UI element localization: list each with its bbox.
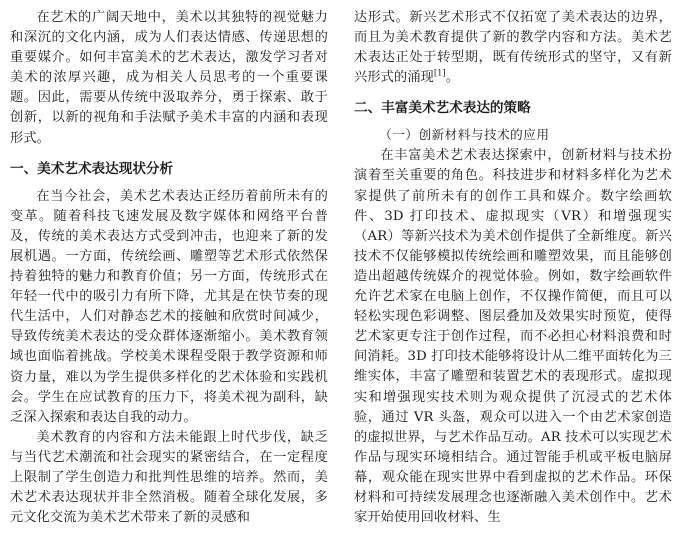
section-heading-2: 二、丰富美术艺术表达的策略 (354, 100, 531, 117)
intro-paragraph: 在艺术的广阔天地中，美术以其独特的视觉魅力和深沉的文化内涵，成为人们表达情感、传递思想的重要媒介。如何丰富美术的艺术表达，激发学习者对美术的浓厚兴趣，成为相关人员思考的一个重要课题。因此，需要从传统中汲取养分，勇于探索、敢于创新，以新的视角和手法赋予美术丰富的内涵和表现形式。 (10, 10, 328, 146)
continued-paragraph (354, 8, 672, 88)
left-column (10, 8, 328, 528)
continued-text: 达形式。新兴艺术形式不仅拓宽了美术表达的边界，而且为美术教育提供了新的教学内容和方法。美术艺术表达正处于转型期，既有传统形式的坚守，又有新兴形式的涌现 (354, 10, 672, 86)
subsection-heading-1: （一）创新材料与技术的应用 (379, 127, 550, 143)
citation-ref: [1] (434, 68, 446, 78)
body-paragraph-1: 在当今社会，美术艺术表达正经历着前所未有的变革。随着科技飞速发展及数字媒体和网络平台普及，传统的美术表达方式受到冲击，也迎来了新的发展机遇。一方面，传统绘画、雕塑等艺术形式依然保持着独特的魅力和教育价值；另一方面，传统形式在年轻一代中的吸引力有所下降，尤其是在快节奏的现代生活中，人们对静态艺术的接触和欣赏时间减少，导致传统美术表达的受众群体逐渐缩小。美术教育领域也面临着挑战。学校美术课程受限于教学资源和师资力量，难以为学生提供多样化的艺术体验和实践机会。学生在应试教育的压力下，将美术视为副科，缺乏深入探索和表达自我的动力。 (10, 188, 328, 425)
section-heading-1: 一、美术艺术表达现状分析 (10, 160, 174, 177)
continued-end: 。 (445, 70, 460, 86)
body-paragraph-2: 美术教育的内容和方法未能跟上时代步伐，缺乏与当代艺术潮流和社会现实的紧密结合，在一定程度上限制了学生创造力和批判性思维的培养。然而，美术艺术表达现状并非全然消极。随着全球化发展，多元文化交流为美术艺术带来了新的灵感和 (10, 429, 328, 526)
right-column (354, 8, 672, 528)
body-paragraph-3: 在丰富美术艺术表达探索中，创新材料与技术扮演着至关重要的角色。科技进步和材料多样化为艺术家提供了前所未有的创作工具和媒介。数字绘画软件、3D 打印技术、虚拟现实（VR）和增强现实（AR）等新兴技术为美术创作提供了全新维度。新兴技术不仅能够模拟传统绘画和雕塑效果，而且能够创造出超越传统媒介的视觉体验。例如，数字绘画软件允许艺术家在电脑上创作，不仅操作简便，而且可以轻松实现色彩调整、图层叠加及效果实时预览，使得艺术家更专注于创作过程，而不必担心材料浪费和时间消耗。3D 打印技术能够将设计从二维平面转化为三维实体，丰富了雕塑和装置艺术的表现形式。虚拟现实和增强现实技术则为观众提供了沉浸式的艺术体验，通过 VR 头盔，观众可以进入一个由艺术家创造的虚拟世界，与艺术作品互动。AR 技术可以实现艺术作品与现实环境相结合。通过智能手机或平板电脑屏幕，观众能在现实世界中看到虚拟的艺术作品。环保材料和可持续发展理念也逐渐融入美术创作中。艺术家开始使用回收材料、生 (354, 148, 672, 526)
